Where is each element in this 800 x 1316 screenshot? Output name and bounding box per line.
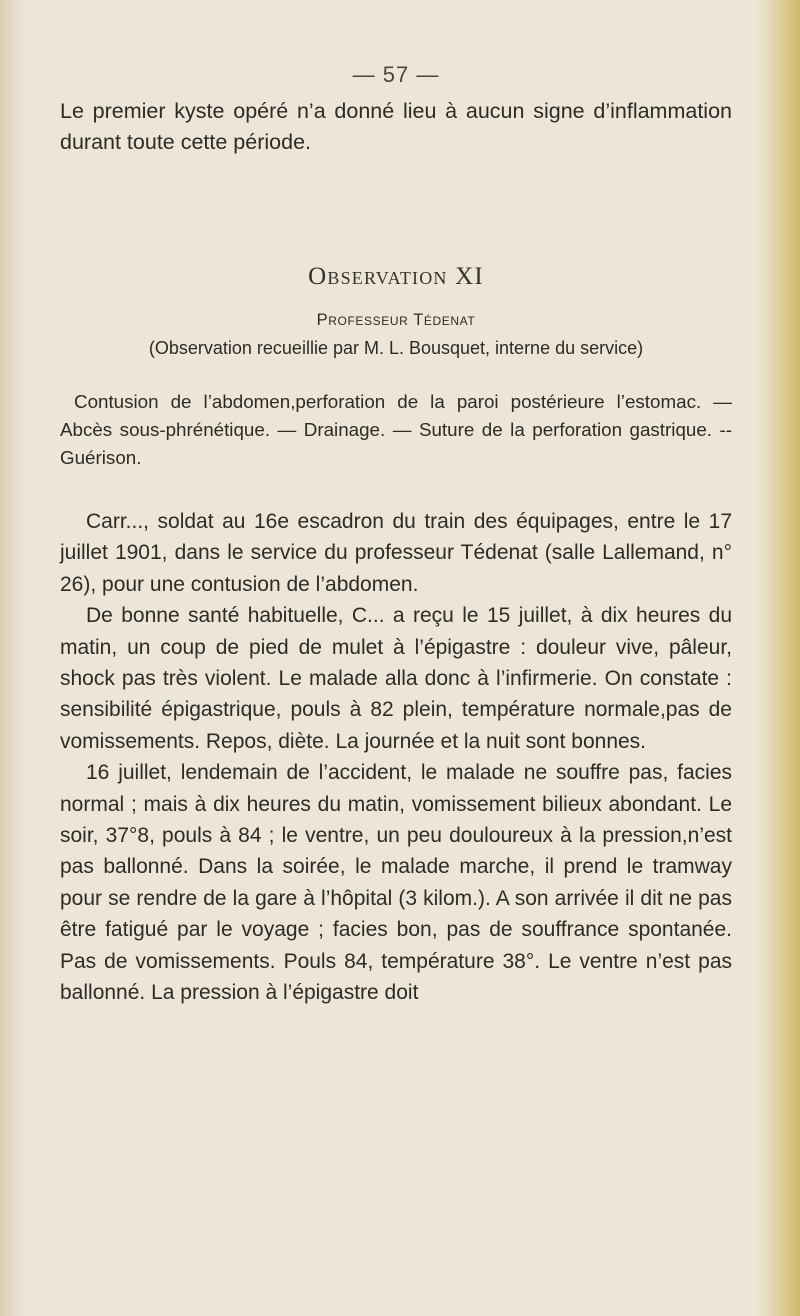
intro-paragraph: Le premier kyste opéré n’a donné lieu à aucun signe d’inflammation durant toute cette période. bbox=[60, 99, 732, 154]
case-narrative bbox=[60, 506, 732, 1009]
page-number: — 57 — bbox=[352, 62, 440, 87]
page-left-edge bbox=[0, 0, 24, 1316]
narrative-paragraph-admission: Carr..., soldat au 16e escadron du train des équipages, entre le 17 juillet 1901, dans le service du professeur Tédenat (salle Lallemand, n° 26), pour une contusion de l’abdomen. bbox=[60, 510, 732, 596]
page-right-edge-stain bbox=[756, 0, 800, 1316]
narrative-paragraph-injury: De bonne santé habituelle, C... a reçu le 15 juillet, à dix heures du matin, un coup de pied de mulet à l’épigastre : douleur vive, pâleur, shock pas très violent. Le malade alla donc à l’infirmerie. On constate : sensibilité épigastrique, pouls à 82 plein, température normale,pas de vomissements. Repos, diète. La journée et la nuit sont bonnes. bbox=[60, 604, 732, 753]
recorded-by-line: (Observation recueillie par M. L. Bousquet, interne du service) bbox=[148, 338, 644, 358]
observation-title: Observation XI bbox=[308, 263, 484, 290]
narrative-paragraph-next-day: 16 juillet, lendemain de l’accident, le malade ne souffre pas, facies normal ; mais à dix heures du matin, vomissement bilieux abondant. Le soir, 37°8, pouls à 84 ; le ventre, un peu douloureux à la pression,n’est pas ballonné. Dans la soirée, le malade marche, il prend le tramway pour se rendre de la gare à l’hôpital (3 kilom.). A son arrivée il dit ne pas être fatigué par le voyage ; facies bon, pas de souffrance spontanée. Pas de vomissements. Pouls 84, température 38°. Le ventre n’est pas ballonné. La pression à l’épigastre doit bbox=[60, 761, 732, 1005]
case-summary: Contusion de l’abdomen,perforation de la paroi postérieure l’estomac. — Abcès sous-phrénétique. — Drainage. — Suture de la perforation gastrique. -- Guérison. bbox=[60, 391, 732, 468]
professor-line: Professeur Tédenat bbox=[316, 311, 476, 329]
document-page bbox=[60, 62, 732, 1009]
